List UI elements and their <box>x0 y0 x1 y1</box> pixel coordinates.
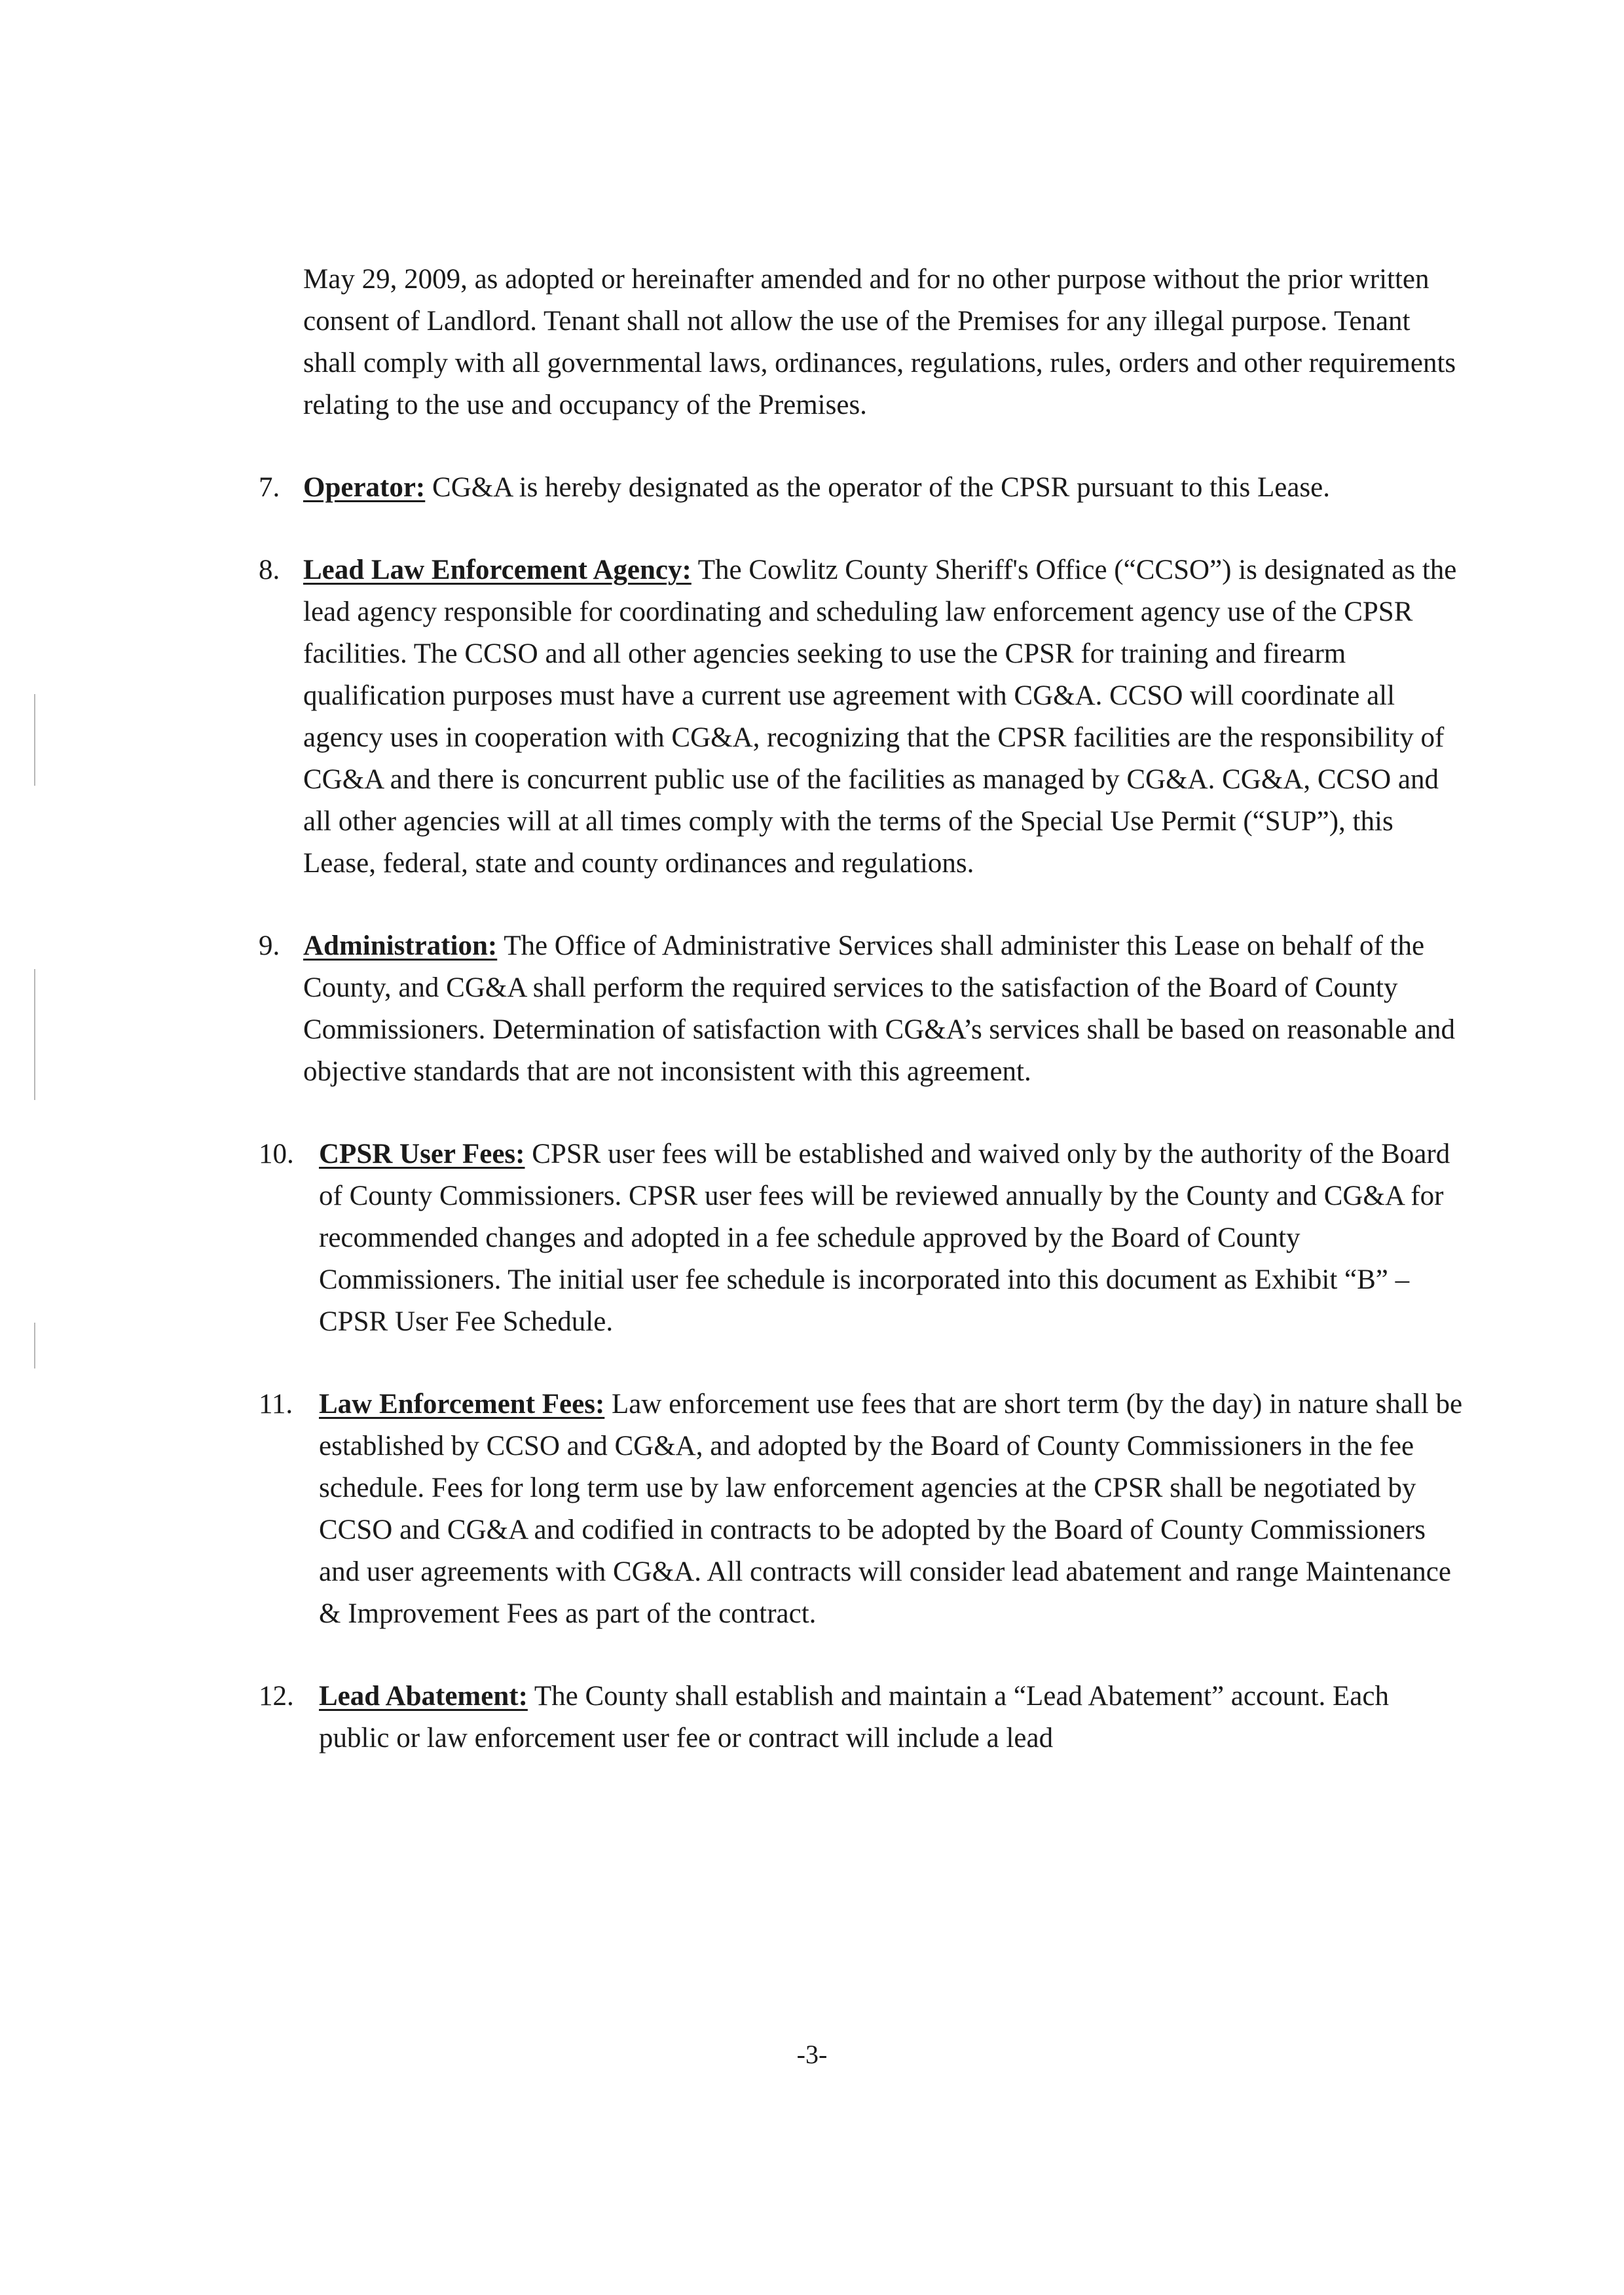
scan-artifact <box>34 969 35 1100</box>
section-text: The Cowlitz County Sheriff's Office (“CCSO”) is designated as the lead agency responsible for coordinating and scheduling law enforcement agency use of the CPSR facilities. The CCSO and all other agencies seeking to use the CPSR for training and firearm qualification purposes must have a current use agreement with CG&A. CCSO will coordinate all agency uses in cooperation with CG&A, recognizing that the CPSR facilities are the responsibility of CG&A and there is concurrent public use of the facilities as managed by CG&A. CG&A, CCSO and all other agencies will at all times comply with the terms of the Special Use Permit (“SUP”), this Lease, federal, state and county ordinances and regulations. <box>303 555 1457 879</box>
section-12 <box>259 1676 1464 1759</box>
scan-artifact <box>34 1323 35 1368</box>
page-number: -3- <box>796 2040 828 2069</box>
section-text: The Office of Administrative Services shall administer this Lease on behalf of the County, and CG&A shall perform the required services to the satisfaction of the Board of County Commissioners. Determination of satisfaction with CG&A’s services shall be based on reasonable and objective standards that are not inconsistent with this agreement. <box>303 930 1456 1087</box>
scan-artifact <box>34 694 35 786</box>
section-text: CPSR user fees will be established and waived only by the authority of the Board of County Commissioners. CPSR user fees will be reviewed annually by the County and CG&A for recommended changes and adopted in a fee schedule approved by the Board of County Commissioners. The initial user fee schedule is incorporated into this document as Exhibit “B” – CPSR User Fee Schedule. <box>319 1139 1450 1337</box>
section-9 <box>259 925 1464 1093</box>
section-paragraph <box>319 1676 1464 1759</box>
section-heading: Law Enforcement Fees: <box>319 1389 605 1420</box>
intro-paragraph: May 29, 2009, as adopted or hereinafter amended and for no other purpose without the prior written consent of Landlord. Tenant shall not allow the use of the Premises for any illegal purpose. Tenant shall comply with all governmental laws, ordinances, regulations, rules, orders and other requirements relating to the use and occupancy of the Premises. <box>303 264 1456 420</box>
section-text: The County shall establish and maintain a “Lead Abatement” account. Each public or law enforcement user fee or contract will include a lead <box>319 1681 1389 1753</box>
section-heading: Lead Abatement: <box>319 1681 528 1712</box>
section-number: 8. <box>259 555 280 585</box>
section-8 <box>259 549 1464 885</box>
section-10 <box>259 1133 1464 1343</box>
section-paragraph <box>303 467 1464 509</box>
section-text: CG&A is hereby designated as the operator of the CPSR pursuant to this Lease. <box>425 472 1330 503</box>
section-7 <box>259 467 1464 509</box>
section-text: Law enforcement use fees that are short term (by the day) in nature shall be established by CCSO and CG&A, and adopted by the Board of County Commissioners in the fee schedule. Fees for long term use by law enforcement agencies at the CPSR shall be negotiated by CCSO and CG&A and codified in contracts to be adopted by the Board of County Commissioners and user agreements with CG&A. All contracts will consider lead abatement and range Maintenance & Improvement Fees as part of the contract. <box>319 1389 1463 1629</box>
section-number: 9. <box>259 930 280 961</box>
section-paragraph <box>319 1133 1464 1343</box>
section-number: 10. <box>259 1139 294 1169</box>
section-11 <box>259 1384 1464 1635</box>
section-heading: Lead Law Enforcement Agency: <box>303 555 692 585</box>
document-body <box>259 259 1464 1800</box>
section-heading: Operator: <box>303 472 426 503</box>
section-number: 7. <box>259 472 280 503</box>
section-heading: CPSR User Fees: <box>319 1139 525 1169</box>
section-paragraph <box>319 1384 1464 1635</box>
section-paragraph <box>303 549 1464 885</box>
section-number: 11. <box>259 1389 293 1420</box>
section-paragraph <box>303 925 1464 1093</box>
section-number: 12. <box>259 1681 294 1712</box>
section-heading: Administration: <box>303 930 498 961</box>
